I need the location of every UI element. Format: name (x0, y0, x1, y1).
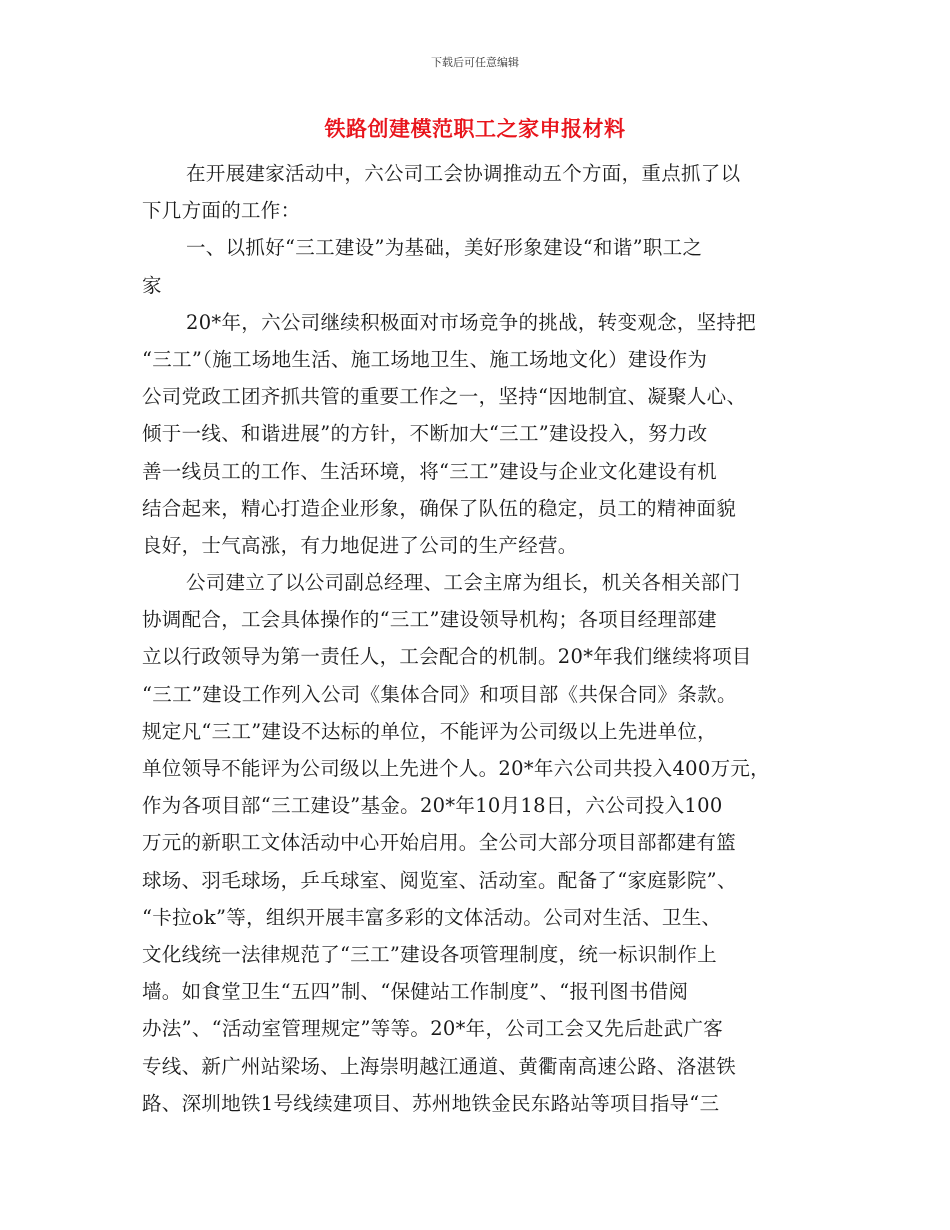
section-heading-line: 一、以抓好“三工建设”为基础，美好形象建设“和谐”职工之 (186, 236, 703, 260)
text-line: 善一线员工的工作、生活环境，将“三工”建设与企业文化建设有机 (142, 459, 717, 483)
text-line: 球场、羽毛球场，乒乓球室、阅览室、活动室。配备了“家庭影院”、 (142, 868, 737, 892)
text-line: 办法”、“活动室管理规定”等等。20*年，公司工会又先后赴武广客 (142, 1017, 724, 1041)
text-line: 20*年，六公司继续积极面对市场竞争的挑战，转变观念，坚持把 (186, 310, 757, 334)
text-line: “卡拉ok”等，组织开展丰富多彩的文体活动。公司对生活、卫生、 (142, 905, 722, 929)
text-line: “三工”建设工作列入公司《集体合同》和项目部《共保合同》条款。 (142, 682, 737, 706)
text-line: 协调配合，工会具体操作的“三工”建设领导机构；各项目经理部建 (142, 608, 717, 632)
text-line: 万元的新职工文体活动中心开始启用。全公司大部分项目部都建有篮 (142, 831, 737, 855)
text-line: 路、深圳地铁1号线续建项目、苏州地铁金民东路站等项目指导“三 (142, 1091, 720, 1115)
page-header: 下载后可任意编辑 (431, 56, 519, 69)
text-line: 在开展建家活动中，六公司工会协调推动五个方面，重点抓了以 (186, 162, 741, 185)
document-title: 铁路创建模范职工之家申报材料 (324, 116, 626, 141)
text-line: 墙。如食堂卫生“五四”制、“保健站工作制度”、“报刊图书借阅 (142, 980, 689, 1004)
document-body (142, 155, 807, 1122)
text-line: 单位领导不能评为公司级以上先进个人。20*年六公司共投入400万元， (142, 757, 770, 780)
text-line: 良好，士气高涨，有力地促进了公司的生产经营。 (142, 533, 578, 557)
text-line: 专线、新广州站梁场、上海崇明越江通道、黄衢南高速公路、洛湛铁 (142, 1054, 737, 1078)
text-line: 公司建立了以公司副总经理、工会主席为组长，机关各相关部门 (186, 571, 741, 595)
text-line: “三工”（施工场地生活、施工场地卫生、施工场地文化）建设作为 (142, 347, 708, 371)
text-line: 立以行政领导为第一责任人，工会配合的机制。20*年我们继续将项目 (142, 645, 752, 669)
text-line: 下几方面的工作： (142, 199, 301, 223)
section-heading-line: 家 (142, 273, 162, 297)
text-line: 结合起来，精心打造企业形象，确保了队伍的稳定，员工的精神面貌 (142, 496, 737, 520)
text-line: 作为各项目部“三工建设”基金。20*年10月18日，六公司投入100 (142, 794, 723, 818)
text-line: 规定凡“三工”建设不达标的单位，不能评为公司级以上先进单位， (142, 719, 717, 743)
text-line: 公司党政工团齐抓共管的重要工作之一，坚持“因地制宜、凝聚人心、 (142, 385, 747, 409)
text-line: 倾于一线、和谐进展”的方针，不断加大“三工”建设投入，努力改 (142, 422, 708, 446)
text-line: 文化线统一法律规范了“三工”建设各项管理制度，统一标识制作上 (142, 942, 717, 966)
